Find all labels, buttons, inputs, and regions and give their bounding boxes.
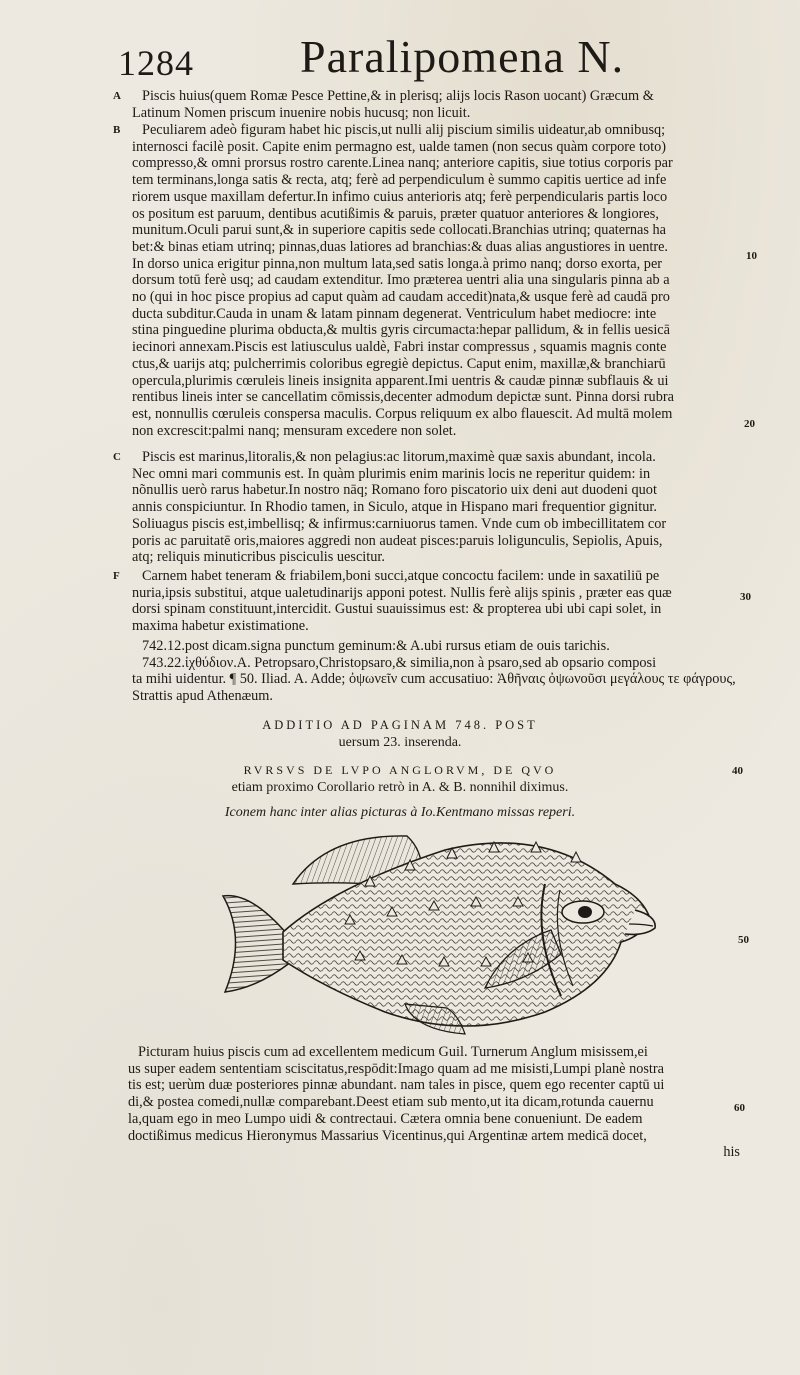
text-line: Picturam huius piscis cum ad excellentem medicum Guil. Turnerum Anglum misissem,ei — [138, 1044, 648, 1060]
text-line: internosci facilè posit. Capite enim permagno est, ualde tamen (non secus quàm corpore toto) — [132, 138, 666, 155]
text-line: In dorso unica erigitur pinna,non multum lata,sed satis longa.à primo nanq; dorso exorta, per — [132, 255, 663, 272]
text-line: Piscis est marinus,litoralis,& non pelagius:ac litorum,maximè quæ saxis abundant, incola. — [142, 449, 656, 465]
notes-block — [132, 638, 738, 705]
text-line: Carnem habet teneram & friabilem,boni succi,atque concoctu facilem: unde in saxatiliū pe — [142, 568, 660, 584]
section-letter-b: B — [113, 124, 121, 136]
section-b-text — [132, 122, 738, 439]
section-letter-a: A — [113, 90, 121, 102]
additio-heading: ADDITIO AD PAGINAM 748. POST — [262, 718, 538, 732]
text-line: munitum.Oculi parui sunt,& in superiore capitis sede collocati.Branchias utrinq; quaternas ha — [132, 222, 667, 239]
text-line: dorsi spinam constituunt,intercidit. Gustui suauissimus est: & propterea ubi ubi capi solet, in — [132, 601, 662, 618]
text-line: maxima habetur existimatione. — [132, 618, 309, 635]
bottom-text — [128, 1044, 748, 1161]
running-title: Paralipomena N. — [300, 31, 625, 82]
margin-number: 30 — [740, 591, 751, 603]
additio-subheading: uersum 23. inserenda. — [338, 735, 462, 750]
rursus-heading: RVRSVS DE LVPO ANGLORVM, DE QVO — [243, 763, 557, 777]
text-line: doctißimus medicus Hieronymus Massarius Vicentinus,qui Argentinæ artem medicā docet, — [128, 1127, 647, 1144]
text-line: atq; reliquis minuticribus pisciculis uescitur. — [132, 549, 385, 566]
note-line: 742.12.post dicam.signa punctum geminum:& A.ubi rursus etiam de ouis tarichis. — [142, 638, 610, 654]
text-line: Soliuagus piscis est,imbellisq; & infirmus:carniuorus tamen. Vnde cum ob imbecillitatem cor — [132, 515, 667, 532]
text-line: Piscis huius(quem Romæ Pesce Pettine,& in plerisq; alijs locis Rason uocant) Græcum & — [142, 88, 654, 104]
text-line: compresso,& omni prorsus rostro carente.Linea nanq; anteriore capitis, siue totius corporis par — [132, 155, 673, 172]
page-number: 1284 — [118, 43, 194, 83]
text-line: tis est; uerùm duæ posteriores pinnæ abundant. nam tales in pisce, quem ego recenter captū ui — [128, 1077, 665, 1094]
fish-woodcut-illustration — [215, 826, 665, 1040]
text-line: la,quam ego in meo Lumpo uidi & contrectaui. Cætera omnia bene conueniunt. De eadem — [128, 1110, 643, 1127]
margin-number: 20 — [744, 418, 755, 430]
text-line: no (qui in hoc pisce propius ad caput quàm ad caudam accedit)nata,& usque ferè ad caudā pro — [132, 289, 670, 306]
text-line: rentibus lineis inter se cancellatim cōmissis,decenter admodum depictæ sunt. Pinna dorsi rubra — [132, 389, 674, 406]
text-line: di,& postea comedi,nullæ comparebant.Deest etiam sub mento,ut ita dicam,rotunda cauernu — [128, 1094, 654, 1111]
text-line: poris ac paruitatē oris,maiores aggredi non audeat pisces:paruis loligunculis, Sepiolis, Apuis, — [132, 532, 663, 549]
text-line: nõnullis uerò rarus habetur.In nostro nāq; Romano foro piscatorio uix deni aut duodeni quot — [132, 482, 657, 499]
text-line: Latinum Nomen priscum inuenire nobis hucusq; non licuit. — [132, 104, 471, 121]
text-line: os positum est paruum, dentibus acutißimis & paruis, præter quatuor anteriores & longiores, — [132, 205, 659, 222]
text-line: annis conspiciuntur. In Rhodio tamen, in Siculo, atque in Hispano mari frequentior gignitur. — [132, 499, 657, 516]
text-line: Nec omni mari communis est. In quàm plurimis enim marinis locis ne reperitur quidem: in — [132, 465, 651, 482]
text-line: tem terminans,longa satis & recta, atq; ferè ad perpendiculum è summo capitis uertice ad infe — [132, 172, 667, 189]
section-f-text — [132, 568, 738, 635]
text-line: opercula,plurimis cœruleis lineis insignita apparent.Imi uentris & caudæ pinnæ subflauis & ui — [132, 372, 669, 389]
text-line: est, nonnullis cœruleis conspersa maculis. Corpus reliquum ex albo flauescit. Ad multā molem — [132, 405, 673, 422]
rursus-subheading: etiam proximo Corollario retrò in A. & B. nonnihil diximus. — [231, 780, 569, 795]
text-line: ducta subditur.Cauda in unam & latam pinnam degenerat. Ventriculum habet mediocre: inte — [132, 305, 657, 322]
text-line: us super eadem sententiam sciscitatus,respōdit:Imago quam ad me misisti,Lumpi planè nostra — [128, 1060, 665, 1077]
text-line: ctus,& uarijs atq; pulcherrimis coloribus egregiè depictus. Caput enim, maxillæ,& branchiarū — [132, 355, 666, 372]
note-line: Strattis apud Athenæum. — [132, 688, 273, 705]
text-line: iecinori annexam.Piscis est latiusculus ualdè, Fabri instar compressus , squamis magnis conte — [132, 339, 667, 356]
margin-number: 10 — [746, 250, 757, 262]
margin-number: 50 — [738, 934, 749, 946]
text-line: nuria,ipsis substitui, atque ualetudinarijs apponi potest. Nullis ferè alijs spinis , præter eas quæ — [132, 584, 672, 601]
text-line: Peculiarem adeò figuram habet hic piscis,ut nulli alij piscium similis uideatur,ab omnibusq; — [142, 122, 666, 138]
text-line: dorsum totū ferè usq; ad caudam extenditur. Imo præterea uentri alia una singularis pinna ab a — [132, 272, 670, 289]
section-letter-f: F — [113, 570, 120, 582]
section-a-text — [132, 88, 738, 121]
section-letter-c: C — [113, 451, 121, 463]
catchword: his — [723, 1144, 740, 1161]
text-line: non excrescit:palmi nanq; mensuram excedere non solet. — [132, 422, 457, 439]
margin-number: 60 — [734, 1102, 745, 1114]
note-line: ta mihi uidentur. ¶ 50. Iliad. A. Adde; ὀψωνεῖν cum accusatiuo: Ἀθῆναις ὀψωνοῦσι μεγάλους τε φάγρους, — [132, 671, 736, 688]
figure-caption: Iconem hanc inter alias picturas à Io.Kentmano missas reperi. — [224, 805, 576, 820]
note-line: 743.22.ἰχθύδιον.A. Petropsaro,Christopsaro,& similia,non à psaro,sed ab opsario composi — [142, 654, 657, 671]
section-c-text — [132, 449, 738, 566]
margin-number: 40 — [732, 765, 743, 777]
text-line: bet:& binas etiam utrinq; pinnas,duas latiores ad branchias:& duas alias angustiores in uentre. — [132, 238, 669, 255]
text-line: riorem usque maxillam defertur.In infimo cuius anterioris atq; ferè perpendicularis partis loco — [132, 188, 668, 205]
text-line: stina pinguedine plurima obducta,& multis gyris circumacta:hepar pallidum, & in fellis uesicā — [132, 322, 670, 339]
